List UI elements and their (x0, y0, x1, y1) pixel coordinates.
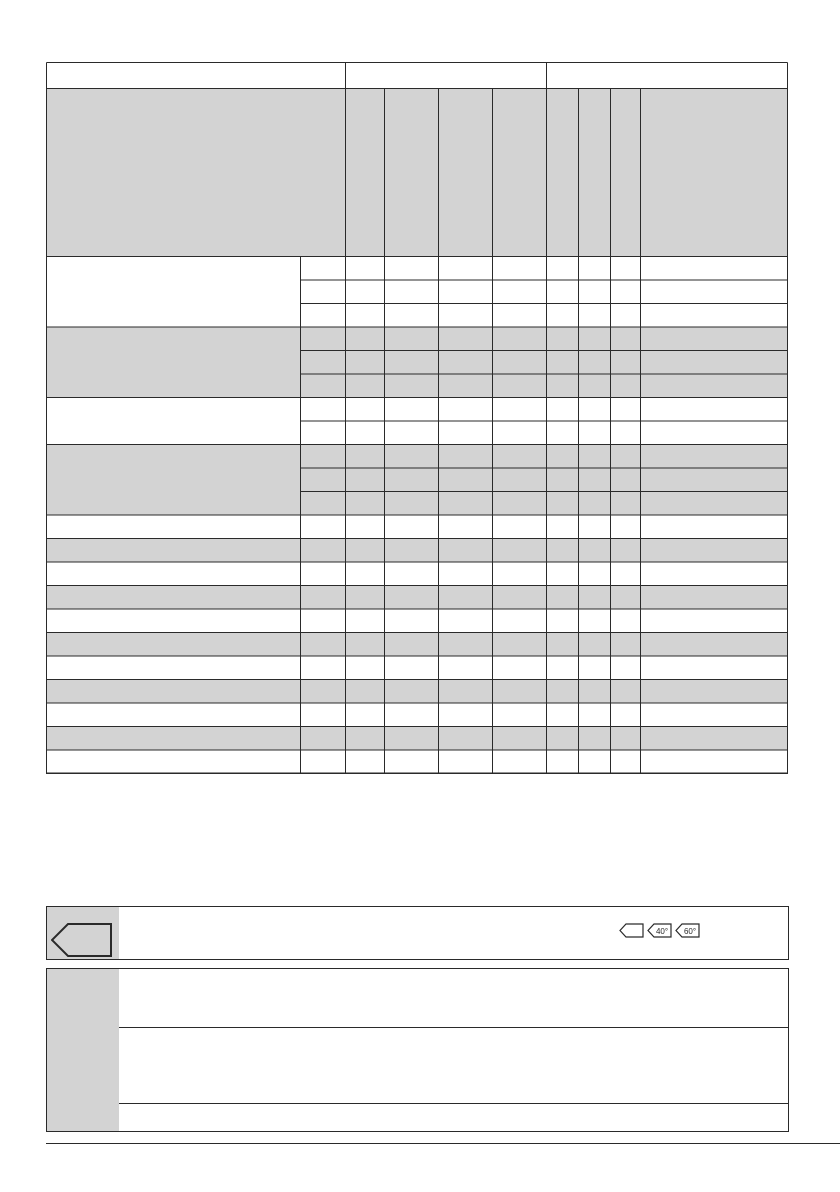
temperature-tags-icon (619, 923, 701, 939)
table-row-group (46, 256, 788, 327)
note-row (119, 1027, 788, 1104)
table-row-group (46, 585, 788, 609)
note-row (119, 1103, 788, 1132)
info-box (46, 906, 789, 960)
table-row-group (46, 679, 788, 703)
note-row (119, 969, 788, 1027)
note-side-cell (47, 969, 119, 1131)
label-tag-icon (51, 923, 113, 957)
program-table (46, 62, 788, 774)
table-row-group (46, 562, 788, 586)
temp-tag-40-label: 40° (655, 927, 669, 936)
table-row-group (46, 656, 788, 680)
program-table-grid (46, 62, 788, 774)
table-row-group (46, 515, 788, 539)
table-row-group (46, 538, 788, 562)
table-row-group (46, 726, 788, 750)
note-box (46, 968, 789, 1132)
table-row-group (46, 609, 788, 633)
table-header-row-1 (46, 62, 788, 88)
table-row-group (46, 444, 788, 515)
temp-tag-60-label: 60° (683, 927, 697, 936)
table-row-group (46, 703, 788, 727)
info-icon-cell (47, 907, 119, 959)
footer-rule (46, 1143, 840, 1144)
table-header-row-2 (46, 89, 788, 279)
table-row-group (46, 632, 788, 656)
table-row-group (46, 327, 788, 398)
table-row-group (46, 750, 788, 774)
